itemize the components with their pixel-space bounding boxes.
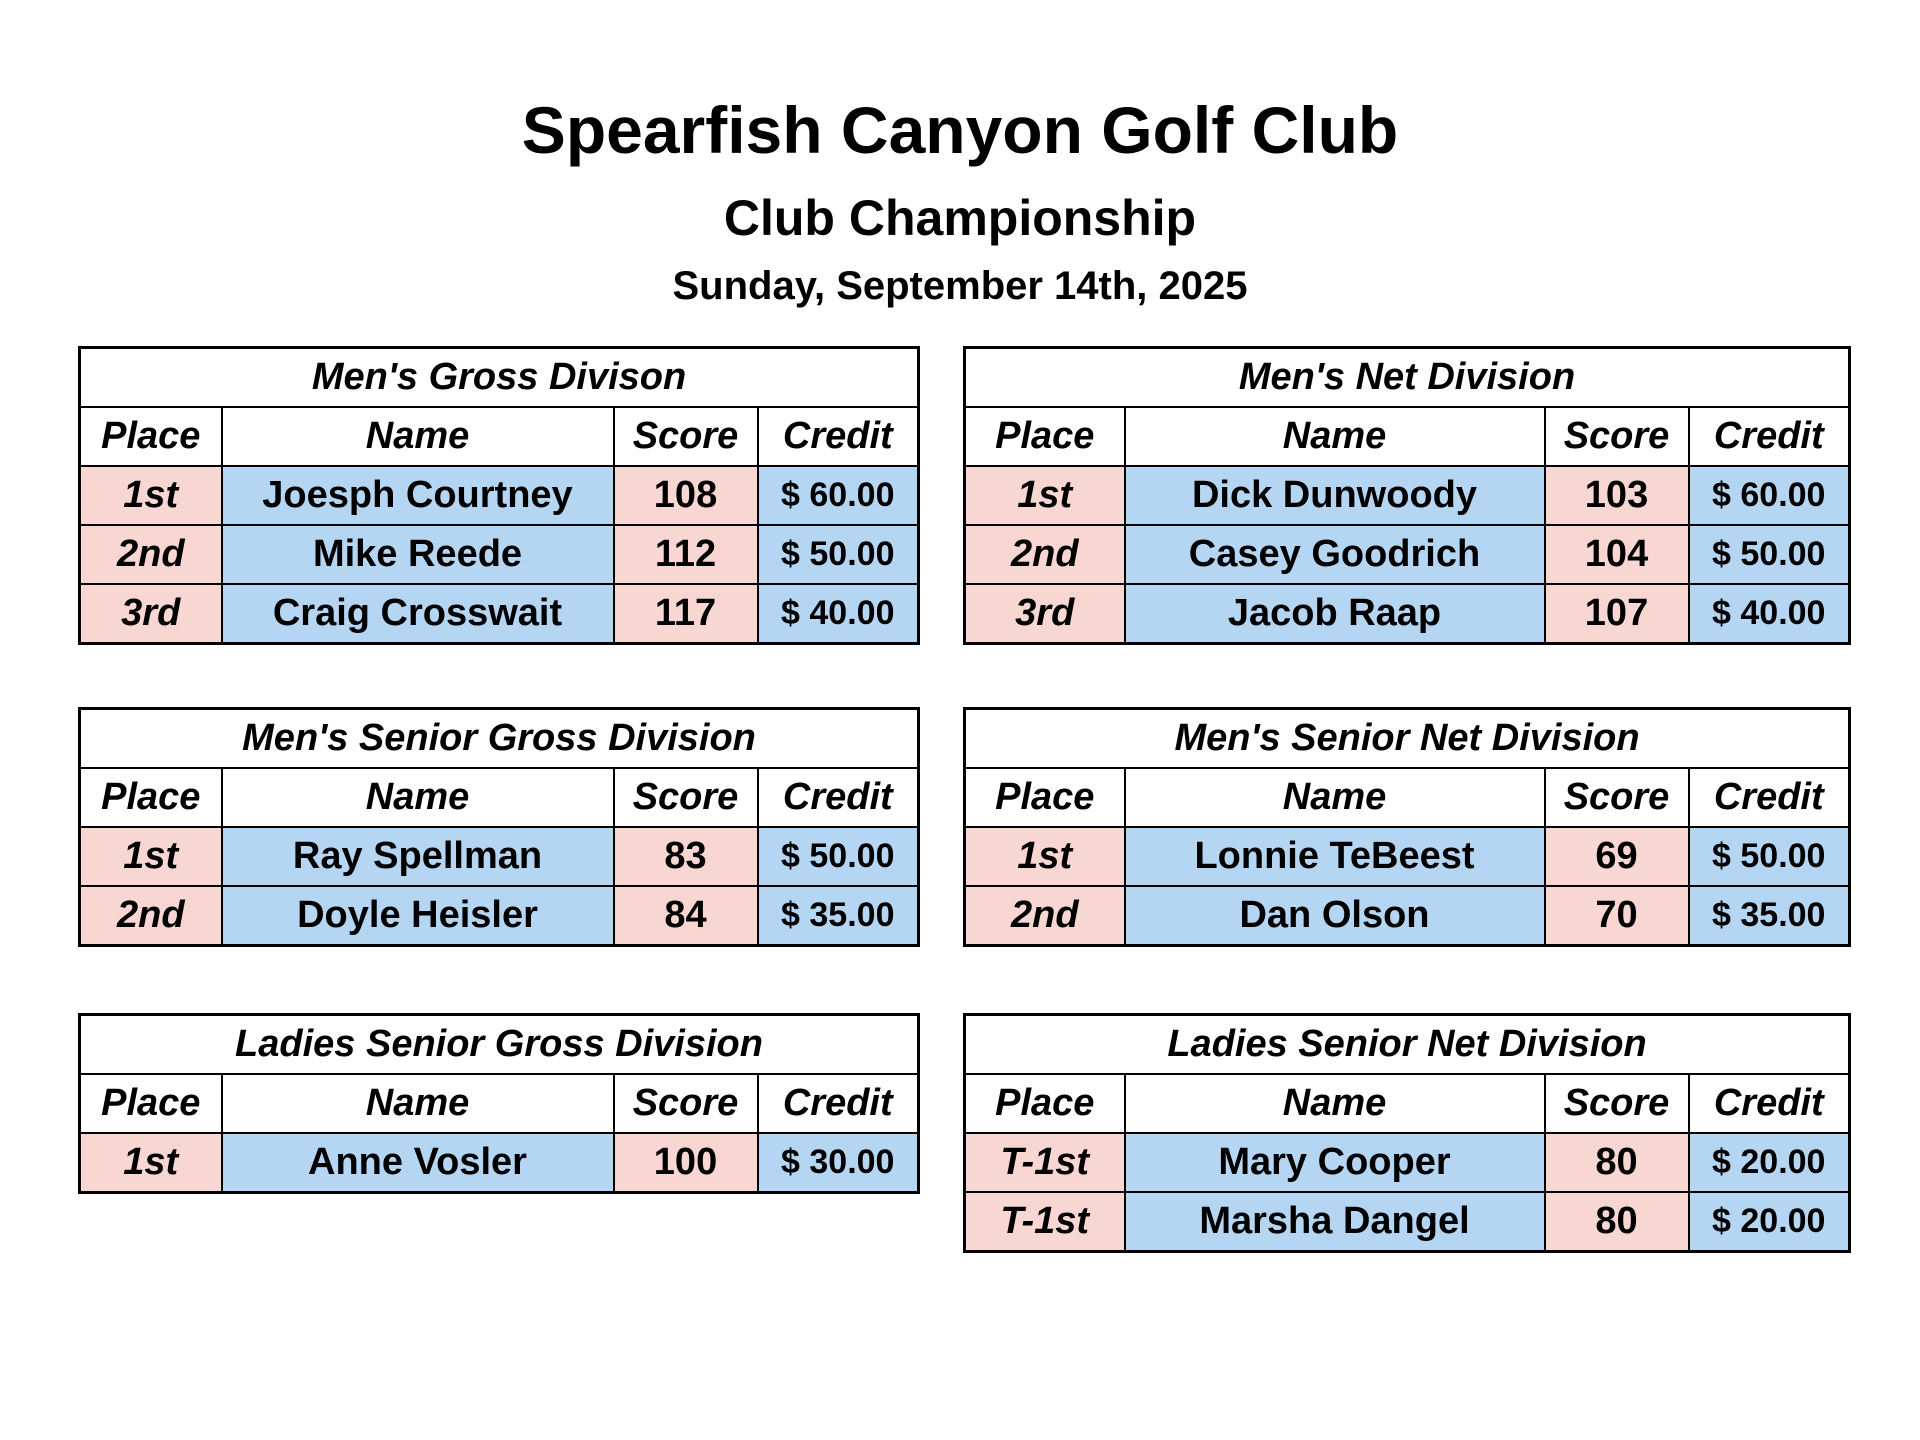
event-date: Sunday, September 14th, 2025 <box>672 264 1248 308</box>
score-cell: 117 <box>614 584 758 644</box>
column-header-row <box>80 1074 919 1133</box>
place-header: Place <box>965 768 1125 827</box>
credit-cell: $ 35.00 <box>758 886 919 946</box>
place-header: Place <box>965 407 1125 466</box>
name-header: Name <box>1125 768 1545 827</box>
place-header: Place <box>80 1074 222 1133</box>
name-cell: Ray Spellman <box>222 827 614 886</box>
credit-cell: $ 60.00 <box>758 466 919 525</box>
table-row <box>80 466 919 525</box>
place-cell: T-1st <box>965 1133 1125 1192</box>
score-header: Score <box>614 1074 758 1133</box>
division-title: Men's Senior Gross Division <box>80 709 919 769</box>
name-header: Name <box>1125 407 1545 466</box>
name-cell: Joesph Courtney <box>222 466 614 525</box>
table-row <box>80 1133 919 1193</box>
score-cell: 69 <box>1545 827 1689 886</box>
place-cell: 2nd <box>80 886 222 946</box>
division-title: Men's Net Division <box>965 348 1850 408</box>
table-row <box>965 466 1850 525</box>
division-title: Men's Senior Net Division <box>965 709 1850 769</box>
credit-cell: $ 35.00 <box>1689 886 1850 946</box>
table-row <box>80 886 919 946</box>
credit-cell: $ 40.00 <box>1689 584 1850 644</box>
division-title: Men's Gross Divison <box>80 348 919 408</box>
name-cell: Dan Olson <box>1125 886 1545 946</box>
table-row <box>80 525 919 584</box>
place-header: Place <box>80 768 222 827</box>
credit-header: Credit <box>1689 1074 1850 1133</box>
credit-cell: $ 40.00 <box>758 584 919 644</box>
name-header: Name <box>222 1074 614 1133</box>
name-cell: Jacob Raap <box>1125 584 1545 644</box>
score-cell: 100 <box>614 1133 758 1193</box>
credit-cell: $ 50.00 <box>758 827 919 886</box>
column-header-row <box>80 768 919 827</box>
credit-cell: $ 50.00 <box>1689 827 1850 886</box>
credit-header: Credit <box>758 768 919 827</box>
name-cell: Dick Dunwoody <box>1125 466 1545 525</box>
credit-header: Credit <box>758 407 919 466</box>
score-header: Score <box>1545 768 1689 827</box>
score-cell: 83 <box>614 827 758 886</box>
score-cell: 103 <box>1545 466 1689 525</box>
name-cell: Craig Crosswait <box>222 584 614 644</box>
score-cell: 80 <box>1545 1133 1689 1192</box>
name-cell: Casey Goodrich <box>1125 525 1545 584</box>
page-subtitle: Club Championship <box>723 190 1197 246</box>
credit-cell: $ 50.00 <box>1689 525 1850 584</box>
mens-senior-net-division-table <box>963 707 1851 947</box>
place-cell: 2nd <box>80 525 222 584</box>
credit-cell: $ 20.00 <box>1689 1133 1850 1192</box>
place-cell: T-1st <box>965 1192 1125 1252</box>
table-row <box>965 1192 1850 1252</box>
credit-header: Credit <box>758 1074 919 1133</box>
credit-cell: $ 20.00 <box>1689 1192 1850 1252</box>
mens-net-division-table <box>963 346 1851 645</box>
name-cell: Doyle Heisler <box>222 886 614 946</box>
score-cell: 84 <box>614 886 758 946</box>
place-header: Place <box>80 407 222 466</box>
table-row <box>965 584 1850 644</box>
place-header: Place <box>965 1074 1125 1133</box>
score-cell: 104 <box>1545 525 1689 584</box>
ladies-senior-net-division-table <box>963 1013 1851 1253</box>
credit-cell: $ 30.00 <box>758 1133 919 1193</box>
column-header-row <box>965 1074 1850 1133</box>
mens-gross-division-table <box>78 346 920 645</box>
table-row <box>80 584 919 644</box>
table-row <box>965 1133 1850 1192</box>
score-header: Score <box>614 768 758 827</box>
score-cell: 108 <box>614 466 758 525</box>
score-cell: 112 <box>614 525 758 584</box>
score-header: Score <box>614 407 758 466</box>
name-cell: Mike Reede <box>222 525 614 584</box>
name-cell: Lonnie TeBeest <box>1125 827 1545 886</box>
place-cell: 2nd <box>965 525 1125 584</box>
division-title: Ladies Senior Gross Division <box>80 1015 919 1075</box>
name-cell: Mary Cooper <box>1125 1133 1545 1192</box>
column-header-row <box>80 407 919 466</box>
place-cell: 1st <box>80 466 222 525</box>
place-cell: 3rd <box>80 584 222 644</box>
name-cell: Marsha Dangel <box>1125 1192 1545 1252</box>
table-row <box>965 525 1850 584</box>
page-title: Spearfish Canyon Golf Club <box>521 93 1399 167</box>
place-cell: 3rd <box>965 584 1125 644</box>
score-cell: 70 <box>1545 886 1689 946</box>
name-header: Name <box>222 768 614 827</box>
place-cell: 1st <box>965 827 1125 886</box>
place-cell: 1st <box>965 466 1125 525</box>
table-row <box>965 827 1850 886</box>
score-cell: 107 <box>1545 584 1689 644</box>
name-header: Name <box>1125 1074 1545 1133</box>
score-cell: 80 <box>1545 1192 1689 1252</box>
table-row <box>965 886 1850 946</box>
name-cell: Anne Vosler <box>222 1133 614 1193</box>
column-header-row <box>965 407 1850 466</box>
credit-cell: $ 60.00 <box>1689 466 1850 525</box>
table-row <box>80 827 919 886</box>
credit-header: Credit <box>1689 407 1850 466</box>
column-header-row <box>965 768 1850 827</box>
place-cell: 2nd <box>965 886 1125 946</box>
score-header: Score <box>1545 1074 1689 1133</box>
place-cell: 1st <box>80 827 222 886</box>
credit-cell: $ 50.00 <box>758 525 919 584</box>
ladies-senior-gross-division-table <box>78 1013 920 1194</box>
credit-header: Credit <box>1689 768 1850 827</box>
place-cell: 1st <box>80 1133 222 1193</box>
division-title: Ladies Senior Net Division <box>965 1015 1850 1075</box>
score-header: Score <box>1545 407 1689 466</box>
name-header: Name <box>222 407 614 466</box>
mens-senior-gross-division-table <box>78 707 920 947</box>
